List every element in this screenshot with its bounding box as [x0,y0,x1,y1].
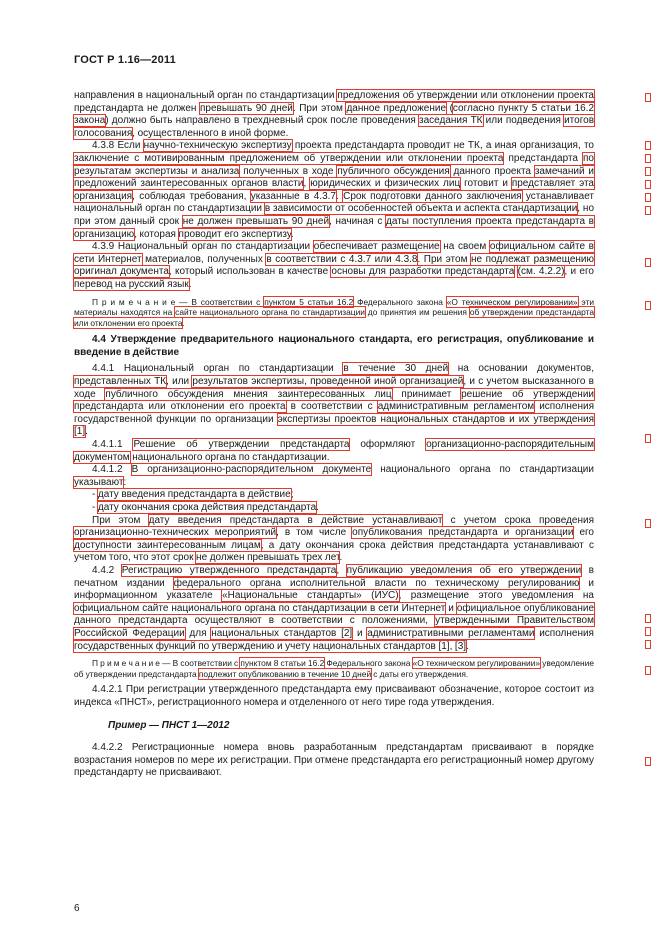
highlight-box: указывают [74,476,124,488]
clause-4-4-1: 4.4.1 Национальный орган по стандартизации в течение 30 дней на основании документов, представленных ТК, или результатов экспертизы, проведенной иной организацией, и с учетом высказанного в ходе публичного обсуждения мнения заинтересованных лиц принимает решение об утверждении предстандарта или отклонении его проекта в соответствии с административным регламентом исполнения государственной функции по организации экспертизы проектов национальных стандартов и их утверждения [1]. [74,363,594,438]
highlight-box: научно-техническую экспертизу [143,140,292,152]
highlight-box: решение об утверждении предстандарта или отклонении его проекта [74,388,594,413]
highlight-box: даты поступления проекта предстандарта в организацию [74,215,594,240]
highlight-box: экспертизы проектов национальных стандартов и их утверждения [1] [74,413,594,438]
highlight-box: публичного обсуждения мнения заинтересованных лиц [105,388,392,400]
document-body [74,90,594,780]
highlight-box: пунктом 5 статьи 16.2 [264,296,354,307]
margin-mark [645,434,651,443]
highlight-box: юридических и физических лиц [310,178,461,190]
margin-mark [645,614,651,623]
highlight-box: дату введения предстандарта в действие [97,489,291,501]
highlight-box: «О техническом регулировании» [412,658,541,669]
continuation-paragraph: направления в национальный орган по стандартизации предложения об утверждении или отклонении проекта предстандарта не должен превышать 90 дней. При этом данное предложение (согласно пункту 5 статьи 16.2 закона) должно быть направлено в трехдневный срок после проведения заседания ТК или подведения итогов голосования, осуществленного в иной форме. [74,90,595,139]
clause-4-4-2: 4.4.2 Регистрацию утвержденного предстандарта, публикацию уведомления об его утверждении в печатном издании федерального органа исполнительной власти по техническому регулированию и информационном указателе «Национальные стандарты» (ИУС), размещение этого уведомления на официальном сайте национального органа по стандартизации в сети Интернет и официальное опубликование данного предстандарта осуществляют в соответствии с положениями, утвержденными Правительством Российской Федерации для национальных стандартов [2] и административными регламентами исполнения государственных функций по утверждению и учету национальных стандартов [1], [3]. [74,564,594,652]
highlight-box: в соответствии с 4.3.7 или 4.3.8 [266,253,418,265]
highlight-box: государственных функций по утверждению и учету национальных стандартов [1], [3] [74,640,467,652]
margin-mark [645,301,651,310]
highlight-box: по результатам экспертизы и анализа [74,152,594,177]
highlight-box: не должен превышать трех лет [196,552,340,564]
highlight-box: не должен превышать 90 дней [182,215,330,227]
margin-mark [645,666,651,675]
margin-mark [645,640,651,649]
highlight-box: перевод на русский язык [74,278,189,290]
example-designation: Пример — ПНСТ 1—2012 [108,719,230,731]
highlight-box: обеспечивает размещение [313,241,440,253]
highlight-box: «О техническом регулировании» [446,296,578,307]
note-2: П р и м е ч а н и е — В соответствии с пунктом 8 статьи 16.2 Федерального закона «О техническом регулировании» уведомление об утверждении предстандарта подлежит опубликованию в течение 10 дней с даты его утверждения. [74,658,594,679]
highlight-box: опубликования предстандарта и организации [352,527,574,539]
highlight-box: федерального органа исполнительной власти по техническому регулированию [173,577,580,589]
highlight-box: данное предложение [346,102,447,114]
highlight-box: основы для разработки предстандарта [331,266,515,278]
highlight-box: дату окончания срока действия предстандарта [97,502,317,513]
highlight-box: публикацию уведомления об его утверждении [346,564,582,576]
margin-mark [645,154,651,163]
highlight-box: представленных ТК [74,376,167,388]
highlight-box: результатов экспертизы, проведенной иной организацией [192,376,464,388]
highlight-box: предложения об утверждении или отклонении проекта [337,90,594,101]
clause-4-3-9: 4.3.9 Национальный орган по стандартизации обеспечивает размещение на своем официальном сайте в сети Интернет материалов, полученных в соответствии с 4.3.7 или 4.3.8. При этом не подлежат размещению оригинал документа, который использован в качестве основы для разработки предстандарта (см. 4.2.2), и его перевод на русский язык. [74,241,594,290]
highlight-box: дату введения предстандарта в действие устанавливают [148,514,443,526]
margin-mark [645,258,651,267]
highlight-box: доступности заинтересованным лицам [74,539,261,551]
highlight-box: в зависимости от особенностей объекта и аспекта стандартизации [264,203,578,215]
page-number: 6 [74,903,80,914]
margin-mark [645,627,651,636]
highlight-box: в течение 30 дней [343,363,449,375]
highlight-box: согласно пункту 5 статьи 16.2 закона [74,102,595,127]
highlight-box: организационно-распорядительным документом [74,439,594,463]
note-1: П р и м е ч а н и е — В соответствии с пунктом 5 статьи 16.2 Федерального закона «О техническом регулировании» эти материалы находятся на сайте национального органа по стандартизации до принятия им решения об утверждении предстандарта или отклонении его проекта. [74,296,595,328]
highlight-box: представляет эта организация [74,178,594,202]
highlight-box: Решение об утверждении предстандарта [133,439,350,451]
margin-mark [645,93,651,102]
margin-mark [645,180,651,189]
clause-4-4-2-1: 4.4.2.1 При регистрации утвержденного предстандарта ему присваивают обозначение, которое состоит из индекса «ПНСТ», регистрационного номера и отделенного от него тире года утверждения. [74,684,594,708]
highlight-box: сайте национального органа по стандартизации [175,307,365,318]
clause-4-4-1-1: 4.4.1.1 Решение об утверждении предстандарта оформляют организационно-распорядительным документом национального органа по стандартизации. [74,439,594,463]
list-item-date-introduction: - дату введения предстандарта в действие; [92,489,294,501]
list-item-date-expiry: - дату окончания срока действия предстандарта. [92,502,319,513]
section-heading-4-4: 4.4 Утверждение предварительного национального стандарта, его регистрация, опубликование и введение в действие [74,334,594,358]
highlight-box: указанные в 4.3.7 [250,190,336,202]
highlight-box: об утверждении предстандарта или отклонении его проекта [74,307,594,328]
highlight-box: пунктом 8 статьи 16.2 [240,658,325,669]
margin-mark [645,206,651,215]
highlight-box: подлежит опубликованию в течение 10 дней [198,668,372,679]
highlight-box: национальных стандартов [2] [211,627,353,639]
highlight-box: заключение с мотивированным предложением об утверждении или отклонении проекта [74,152,504,164]
highlight-box: административными регламентами [367,627,535,639]
margin-mark [645,757,651,766]
highlight-box: не подлежат размещению оригинал документа [74,253,594,278]
margin-mark [645,167,651,176]
highlight-box: административным регламентом [377,401,535,413]
highlight-box: Срок подготовки данного заключения [343,190,522,202]
highlight-box: (см. 4.2.2) [517,266,565,278]
highlight-box: «Национальные стандарты» (ИУС) [222,590,399,602]
margin-mark [645,519,651,528]
margin-mark [645,193,651,202]
paragraph-terms: При этом дату введения предстандарта в действие устанавливают с учетом срока проведения организационно-технических мероприятий, в том числе опубликования предстандарта и организации его доступности заинтересованным лицам, а дату окончания срока действия предстандарта устанавливают с учетом того, что этот срок не должен превышать трех лет. [74,514,594,564]
highlight-box: утвержденными Правительством Российской Федерации [74,615,594,639]
clause-4-4-2-2: 4.4.2.2 Регистрационные номера вновь разработанным предстандартам присваивают в порядке возрастания номеров по мере их регистрации. При отмене предстандарта его регистрационный номер другому предстандарту не присваивают. [74,742,594,779]
highlight-box: официальном сайте национального органа по стандартизации в сети Интернет [74,602,446,614]
highlight-box: В организационно-распорядительном документе [131,464,372,476]
highlight-box: Регистрацию утвержденного предстандарта [121,564,337,576]
margin-mark [645,141,651,150]
highlight-box: организационно-технических мероприятий [74,527,277,539]
highlight-box: заседания ТК [419,115,483,127]
clause-4-4-1-2: 4.4.1.2 В организационно-распорядительном документе национального органа по стандартизации указывают: [74,464,594,488]
highlight-box: официальном сайте в сети Интернет [74,241,594,265]
highlight-box: превышать 90 дней [199,102,293,114]
doc-number: ГОСТ Р 1.16—2011 [74,54,176,66]
clause-4-3-8: 4.3.8 Если научно-техническую экспертизу проекта предстандарта проводит не ТК, а иная организация, то заключение с мотивированным предложением об утверждении или отклонении проекта предстандарта по результатам экспертизы и анализа полученных в ходе публичного обсуждения данного проекта замечаний и предложений заинтересованных органов власти, юридических и физических лиц готовит и представляет эта организация, соблюдая требования, указанные в 4.3.7. Срок подготовки данного заключения устанавливает национальный орган по стандартизации в зависимости от особенностей объекта и аспекта стандартизации, но при этом данный срок не должен превышать 90 дней, начиная с даты поступления проекта предстандарта в организацию, которая проводит его экспертизу. [74,140,595,240]
highlight-box: публичного обсуждения [337,165,450,177]
highlight-box: официальное опубликование [456,602,594,614]
highlight-box: итогов голосования [74,115,595,139]
highlight-box: замечаний и предложений заинтересованных органов власти [74,165,595,190]
highlight-box: проводит его экспертизу [178,228,291,240]
